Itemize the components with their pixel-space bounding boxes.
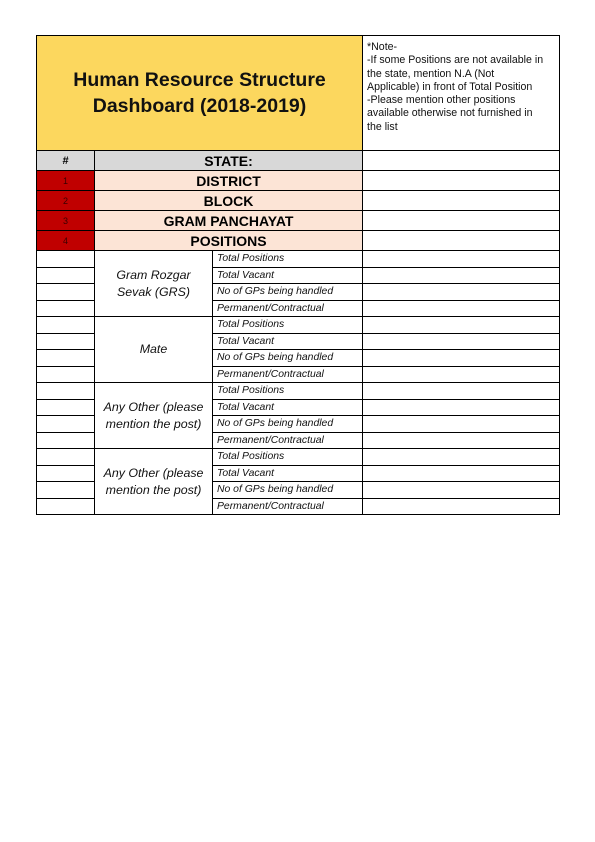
- note-line: Applicable) in front of Total Position: [367, 80, 533, 93]
- note-line: *Note-: [367, 41, 398, 53]
- level-number: 4: [37, 231, 95, 251]
- value-cell[interactable]: [363, 465, 560, 482]
- serial-cell[interactable]: [37, 482, 95, 499]
- value-cell[interactable]: [363, 350, 560, 367]
- sub-row-label: Total Vacant: [213, 267, 363, 284]
- group-line-1: Mate: [139, 342, 168, 356]
- level-label: GRAM PANCHAYAT: [95, 211, 363, 231]
- level-label: BLOCK: [95, 191, 363, 211]
- hr-structure-table: [36, 35, 560, 515]
- value-cell[interactable]: [363, 383, 560, 400]
- title-line-2: Dashboard (2018-2019): [92, 95, 307, 117]
- title-line-1: Human Resource Structure: [73, 69, 326, 91]
- level-row-block: [37, 191, 560, 211]
- sub-row-label: No of GPs being handled: [213, 416, 363, 433]
- serial-cell[interactable]: [37, 449, 95, 466]
- sub-row-label: Total Vacant: [213, 333, 363, 350]
- position-group-label: [95, 449, 213, 515]
- level-row-district: [37, 171, 560, 191]
- level-label: POSITIONS: [95, 231, 363, 251]
- sub-row-label: No of GPs being handled: [213, 350, 363, 367]
- level-value-cell[interactable]: [363, 171, 560, 191]
- level-value-cell[interactable]: [363, 231, 560, 251]
- value-cell[interactable]: [363, 482, 560, 499]
- position-group-label: [95, 383, 213, 449]
- value-cell[interactable]: [363, 317, 560, 334]
- state-label: STATE:: [95, 151, 363, 171]
- value-cell[interactable]: [363, 449, 560, 466]
- group-line-2: mention the post): [105, 482, 202, 497]
- note-line: the list: [367, 120, 398, 133]
- serial-cell[interactable]: [37, 333, 95, 350]
- sub-row-label: Total Positions: [213, 383, 363, 400]
- value-cell[interactable]: [363, 251, 560, 268]
- sub-row-label: Total Positions: [213, 449, 363, 466]
- value-cell[interactable]: [363, 300, 560, 317]
- state-row: [37, 151, 560, 171]
- table-row: [37, 383, 560, 400]
- value-cell[interactable]: [363, 333, 560, 350]
- serial-cell[interactable]: [37, 416, 95, 433]
- sub-row-label: Total Vacant: [213, 399, 363, 416]
- sub-row-label: Permanent/Contractual: [213, 498, 363, 515]
- level-value-cell[interactable]: [363, 211, 560, 231]
- serial-cell[interactable]: [37, 284, 95, 301]
- position-group-label: [95, 317, 213, 383]
- serial-cell[interactable]: [37, 267, 95, 284]
- group-line-2: mention the post): [105, 416, 202, 431]
- level-row-positions: [37, 231, 560, 251]
- serial-cell[interactable]: [37, 465, 95, 482]
- serial-cell[interactable]: [37, 399, 95, 416]
- serial-cell[interactable]: [37, 350, 95, 367]
- title-cell: [37, 36, 363, 151]
- value-cell[interactable]: [363, 267, 560, 284]
- serial-cell[interactable]: [37, 300, 95, 317]
- group-line-1: Any Other (please: [103, 399, 204, 414]
- sub-row-label: No of GPs being handled: [213, 482, 363, 499]
- note-line: -If some Positions are not available in: [367, 54, 544, 67]
- serial-cell[interactable]: [37, 366, 95, 383]
- value-cell[interactable]: [363, 399, 560, 416]
- sub-row-label: Permanent/Contractual: [213, 366, 363, 383]
- serial-cell[interactable]: [37, 251, 95, 268]
- serial-cell[interactable]: [37, 498, 95, 515]
- value-cell[interactable]: [363, 366, 560, 383]
- table-row: [37, 317, 560, 334]
- level-number: 2: [37, 191, 95, 211]
- level-row-gram-panchayat: [37, 211, 560, 231]
- table-row: [37, 251, 560, 268]
- serial-cell[interactable]: [37, 383, 95, 400]
- sub-row-label: Permanent/Contractual: [213, 432, 363, 449]
- level-label: DISTRICT: [95, 171, 363, 191]
- group-line-1: Gram Rozgar: [116, 267, 191, 282]
- serial-cell[interactable]: [37, 432, 95, 449]
- note-line: the state, mention N.A (Not: [367, 67, 495, 80]
- sub-row-label: Total Positions: [213, 317, 363, 334]
- value-cell[interactable]: [363, 432, 560, 449]
- value-cell[interactable]: [363, 416, 560, 433]
- page-title: [37, 67, 362, 119]
- sub-row-label: Total Positions: [213, 251, 363, 268]
- sub-row-label: Total Vacant: [213, 465, 363, 482]
- value-cell[interactable]: [363, 284, 560, 301]
- level-value-cell[interactable]: [363, 191, 560, 211]
- state-value-cell[interactable]: [363, 151, 560, 171]
- sub-row-label: No of GPs being handled: [213, 284, 363, 301]
- note-line: -Please mention other positions: [367, 94, 516, 107]
- group-line-1: Any Other (please: [103, 465, 204, 480]
- note-line: available otherwise not furnished in: [367, 107, 533, 120]
- level-number: 1: [37, 171, 95, 191]
- value-cell[interactable]: [363, 498, 560, 515]
- position-group-label: [95, 251, 213, 317]
- sub-row-label: Permanent/Contractual: [213, 300, 363, 317]
- level-number: 3: [37, 211, 95, 231]
- table-row: [37, 449, 560, 466]
- note-cell: [363, 36, 560, 151]
- serial-cell[interactable]: [37, 317, 95, 334]
- hash-header: #: [37, 151, 95, 171]
- group-line-2: Sevak (GRS): [117, 284, 190, 299]
